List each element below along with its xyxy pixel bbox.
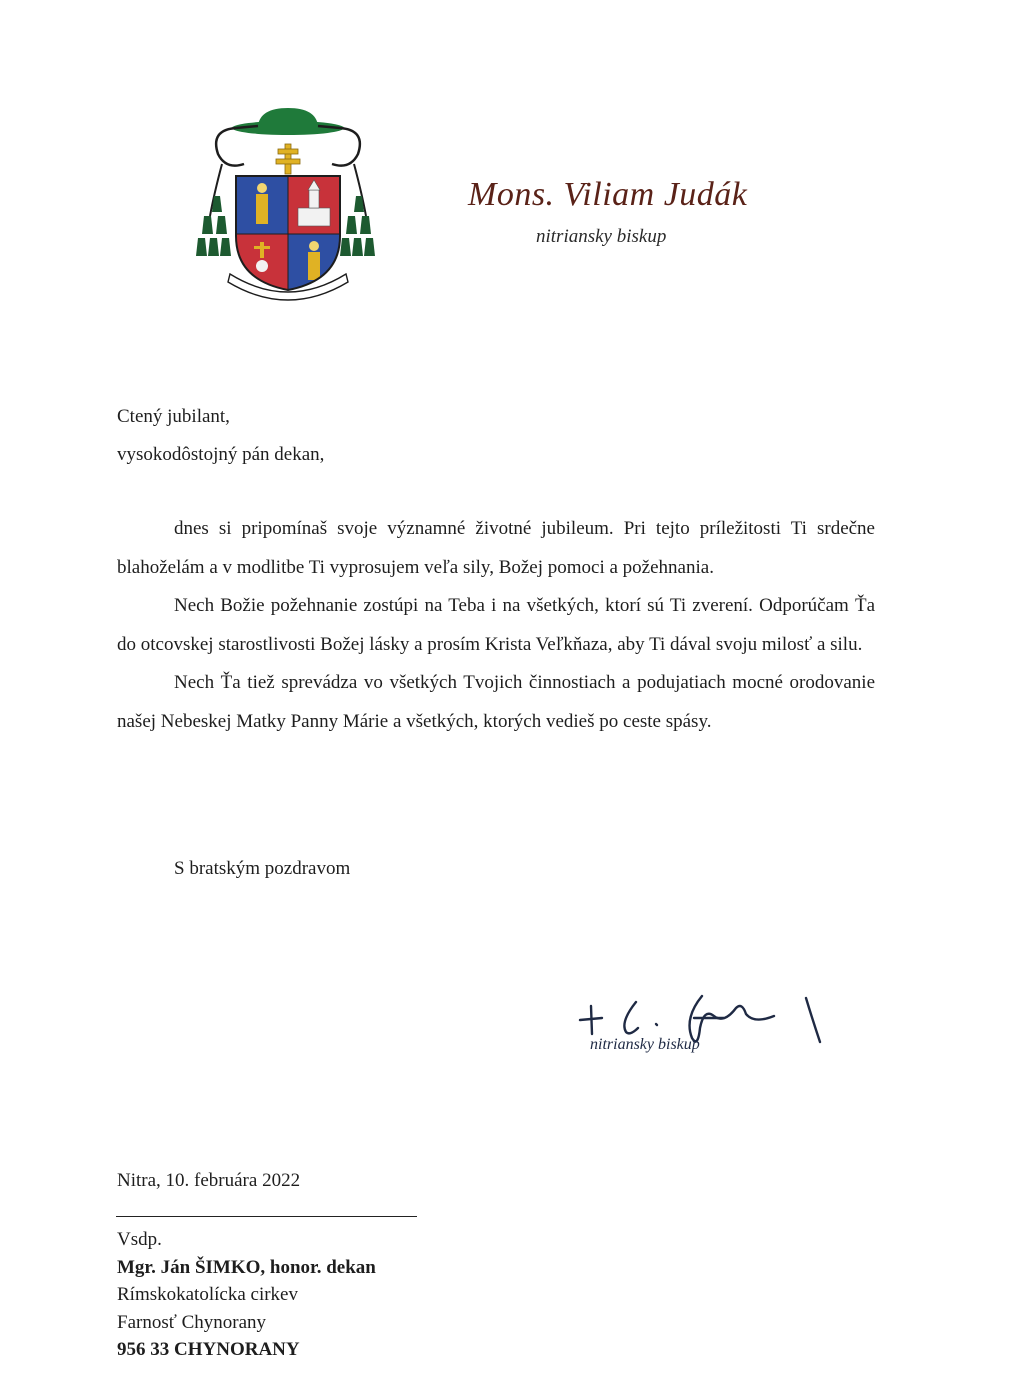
body-paragraph: Nech Ťa tiež sprevádza vo všetkých Tvojich činnostiach a podujatiach mocné orodovanie našej Nebeskej Matky Panny Márie a všetkých, ktorých vedieš po ceste spásy.	[117, 672, 875, 732]
salutation-line-2: vysokodôstojný pán dekan,	[117, 444, 325, 465]
postal-code-city: 956 33 CHYNORANY	[117, 1339, 300, 1360]
coat-of-arms-emblem	[196, 104, 380, 314]
recipient-address	[117, 1226, 376, 1364]
letterhead-title: nitriansky biskup	[536, 226, 667, 247]
body-paragraph: Nech Božie požehnanie zostúpi na Teba i na všetkých, ktorí sú Ti zverení. Odporúčam Ťa do otcovskej starostlivosti Božej lásky a prosím Krista Veľkňaza, aby Ti dával svoju milosť a silu.	[117, 595, 875, 655]
divider-line	[116, 1216, 417, 1217]
salutation-line-1: Ctený jubilant,	[117, 406, 230, 427]
signature-caption: nitriansky biskup	[590, 1036, 700, 1053]
address-line: Rímskokatolícka cirkev	[117, 1284, 298, 1305]
address-line: Vsdp.	[117, 1229, 162, 1250]
body-paragraph: dnes si pripomínaš svoje významné životné jubileum. Pri tejto príležitosti Ti srdečne blahoželám a v modlitbe Ti vyprosujem veľa sily, Božej pomoci a požehnania.	[117, 518, 875, 578]
letterhead-name: Mons. Viliam Judák	[468, 176, 748, 213]
closing-phrase: S bratským pozdravom	[174, 858, 351, 879]
letter-body	[117, 510, 875, 741]
recipient-name: Mgr. Ján ŠIMKO, honor. dekan	[117, 1256, 376, 1278]
address-line: Farnosť Chynorany	[117, 1311, 267, 1333]
date-line: Nitra, 10. februára 2022	[117, 1170, 301, 1191]
